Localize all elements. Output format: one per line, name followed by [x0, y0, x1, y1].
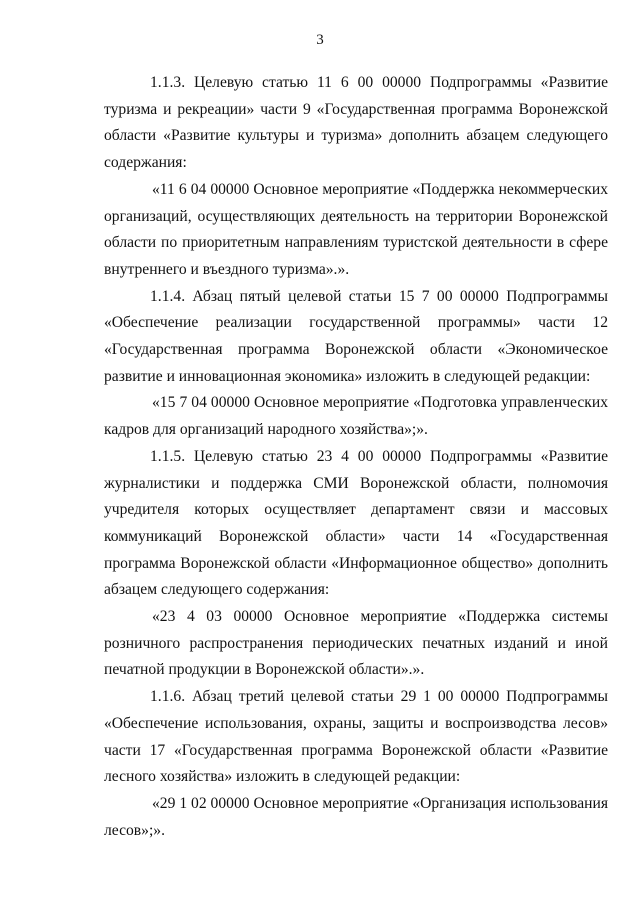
paragraph-1-1-5: 1.1.5. Целевую статью 23 4 00 00000 Подпрограммы «Развитие журналистики и поддержка СМИ Воронежской области, полномочия учредителя которых осуществляет департамент связи и массовых коммуникаций Воронежской области» части 14 «Государственная программа Воронежской области «Информационное общество» дополнить абзацем следующего содержания:: [104, 447, 608, 599]
paragraph-1-1-6: 1.1.6. Абзац третий целевой статьи 29 1 00 00000 Подпрограммы «Обеспечение использования, охраны, защиты и воспроизводства лесов» части 17 «Государственная программа Воронежской области «Развитие лесного хозяйства» изложить в следующей редакции:: [104, 688, 608, 786]
quoted-paragraph-3: «23 4 03 00000 Основное мероприятие «Поддержка системы розничного распространения периодических печатных изданий и иной печатной продукции в Воронежской области».».: [104, 608, 608, 679]
document-body: [104, 70, 608, 844]
page-number: 3: [316, 32, 324, 48]
paragraph-1-1-3: 1.1.3. Целевую статью 11 6 00 00000 Подпрограммы «Развитие туризма и рекреации» части 9 «Государственная программа Воронежской области «Развитие культуры и туризма» дополнить абзацем следующего содержания:: [104, 74, 608, 172]
quoted-paragraph-1: «11 6 04 00000 Основное мероприятие «Поддержка некоммерческих организаций, осуществляющих деятельность на территории Воронежской области по приоритетным направлениям туристской деятельности в сфере внутреннего и въездного туризма».».: [104, 180, 608, 278]
quoted-paragraph-4: «29 1 02 00000 Основное мероприятие «Организация использования лесов»;».: [104, 794, 608, 839]
quoted-paragraph-2: «15 7 04 00000 Основное мероприятие «Подготовка управленческих кадров для организаций народного хозяйства»;».: [104, 394, 608, 439]
paragraph-1-1-4: 1.1.4. Абзац пятый целевой статьи 15 7 00 00000 Подпрограммы «Обеспечение реализации государственной программы» части 12 «Государственная программа Воронежской области «Экономическое развитие и инновационная экономика» изложить в следующей редакции:: [104, 287, 608, 385]
